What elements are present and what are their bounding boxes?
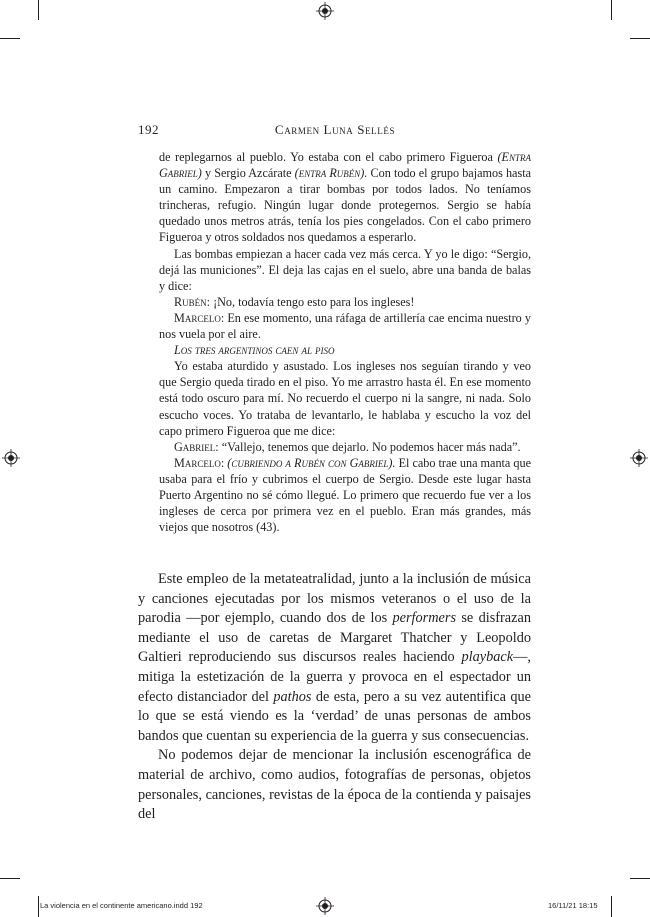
speaker-name: Rubén:: [174, 294, 211, 309]
block-quote: [159, 149, 531, 535]
stage-direction: (Entra Gabriel): [159, 150, 531, 181]
registration-mark-left-icon: [2, 449, 20, 467]
registration-mark-top-icon: [316, 2, 334, 20]
registration-mark-right-icon: [630, 449, 648, 467]
speaker-name: Marcelo:: [174, 455, 225, 470]
dialogue-marcelo-2: Marcelo: (cubriendo a Rubén con Gabriel). El cabo trae una manta que usaba para el frío y cubrimos el cuerpo de Sergio. Desde este lugar hasta Puerto Argentino no sé cómo llegué. Lo primero que recuerdo fue ver a los ingleses de cerca por primera vez en el pueblo. Eran más grandes, más viejos que nosotros (43).: [159, 455, 531, 535]
crop-mark-top-right: [611, 0, 612, 20]
running-title: Carmen Luna Sellés: [274, 122, 396, 137]
dialogue-ruben: Rubén: ¡No, todavía tengo esto para los ingleses!: [174, 294, 415, 309]
crop-mark-right-top: [630, 38, 650, 39]
body-text: [138, 570, 531, 825]
quote-paragraph-2: Las bombas empiezan a hacer cada vez más cerca. Y yo le digo: “Sergio, dejá las municiones”. El deja las cajas en el suelo, abre una banda de balas y dice:: [159, 246, 531, 293]
registration-mark-bottom-icon: [316, 897, 334, 915]
speaker-name: Gabriel:: [174, 439, 219, 454]
body-paragraph-2: No podemos dejar de mencionar la inclusión escenográfica de material de archivo, como audios, fotografías de personas, objetos personales, canciones, revistas de la época de la contienda y paisajes del: [138, 747, 531, 823]
crop-mark-top-left: [38, 0, 39, 20]
crop-mark-right-bottom: [630, 878, 650, 879]
slug-datetime: 16/11/21 18:15: [548, 901, 598, 910]
quote-paragraph-1: de replegarnos al pueblo. Yo estaba con el cabo primero Figueroa (Entra Gabriel) y Sergio Azcárate (entra Rubén). Con todo el grupo bajamos hasta un camino. Empezaron a tirar bombas por todos lados. No teníamos trincheras, refugio. Ningún lugar donde protegernos. Sergio se había quedado unos metros atrás, tenía los pies congelados. Con el cabo primero Figueroa y otros soldados nos quedamos a esperarlo.: [159, 150, 531, 245]
page-number: 192: [138, 122, 159, 137]
crop-mark-left-top: [0, 38, 20, 39]
dialogue-marcelo: Marcelo: En ese momento, una ráfaga de artillería cae encima nuestro y nos vuela por el aire.: [159, 310, 531, 342]
body-paragraph-1: Este empleo de la metateatralidad, junto a la inclusión de música y canciones ejecutadas por los mismos veteranos o el uso de la parodia —por ejemplo, cuando dos de los performers se disfrazan mediante el uso de caretas de Margaret Thatcher y Leopoldo Galtieri reproduciendo sus discursos reales haciendo playback—, mitiga la estetización de la guerra y provoca en el espectador un efecto distanciador del pathos de esta, pero a su vez autentifica que lo que se está viendo es la ‘verdad’ de unas personas de ambos bandos que cuentan su experiencia de la guerra y sus consecuencias.: [138, 571, 531, 744]
crop-mark-left-bottom: [0, 878, 20, 879]
speaker-name: Marcelo:: [174, 310, 225, 325]
stage-direction: (cubriendo a Rubén con Gabriel).: [224, 455, 396, 470]
quote-paragraph-6: Yo estaba aturdido y asustado. Los ingleses nos seguían tirando y veo que Sergio queda tirado en el piso. Yo me arrastro hasta él. En ese momento está todo oscuro para mí. No recuerdo el cuerpo ni la sangre, ni nada. Solo escucho voces. Yo trataba de levantarlo, le hablaba y escucho la voz del capo primero Figueroa que me dice:: [159, 359, 531, 438]
stage-direction-line: Los tres argentinos caen al piso: [174, 343, 335, 358]
slug-filename: La violencia en el continente americano.indd 192: [40, 901, 203, 910]
crop-mark-bottom-left: [38, 896, 39, 917]
stage-direction: (entra Rubén).: [294, 166, 368, 181]
crop-mark-bottom-right: [611, 896, 612, 917]
dialogue-gabriel: Gabriel: “Vallejo, tenemos que dejarlo. No podemos hacer más nada”.: [174, 439, 521, 454]
